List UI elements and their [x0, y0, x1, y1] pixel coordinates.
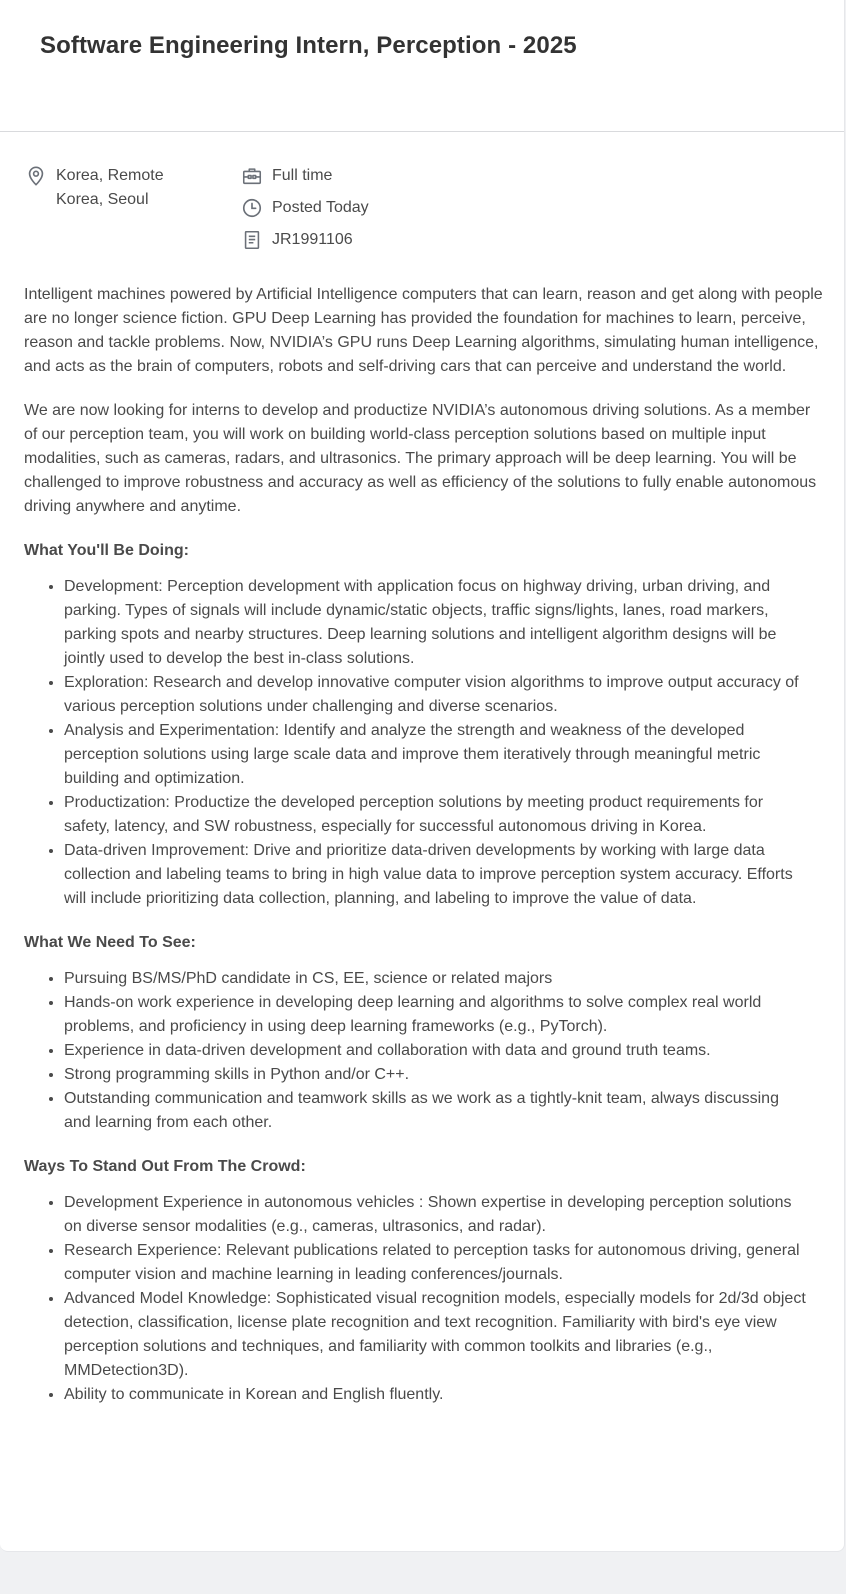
- list-item: • Productization: Productize the developed perception solutions by meeting product requirements for safety, latency, and SW robustness, especially for successful autonomous driving in Korea.: [64, 791, 808, 839]
- list-item: • Strong programming skills in Python and/or C++.: [64, 1063, 808, 1087]
- list-item: • Pursuing BS/MS/PhD candidate in CS, EE, science or related majors: [64, 967, 808, 991]
- location-list: [56, 164, 164, 212]
- location-block: [24, 164, 164, 212]
- job-details-block: [240, 164, 369, 260]
- requirements-list: [24, 967, 808, 1135]
- section-heading: What We Need To See:: [24, 934, 196, 951]
- time-type: Full time: [272, 167, 333, 184]
- list-item: • Experience in data-driven development and collaboration with data and ground truth teams.: [64, 1039, 808, 1063]
- job-title: Software Engineering Intern, Perception - 2025: [40, 32, 577, 59]
- list-item: • Exploration: Research and develop innovative computer vision algorithms to improve output accuracy of various perception solutions under challenging and diverse scenarios.: [64, 671, 808, 719]
- location-item: Korea, Remote: [56, 167, 164, 184]
- location-pin-icon: [24, 164, 48, 188]
- posted-date: Posted Today: [272, 199, 369, 216]
- list-item: • Ability to communicate in Korean and English fluently.: [64, 1383, 808, 1407]
- list-item: • Outstanding communication and teamwork skills as we work as a tightly-knit team, always discussing and learning from each other.: [64, 1087, 808, 1135]
- time-type-row: [240, 164, 369, 196]
- section-heading: What You'll Be Doing:: [24, 542, 189, 559]
- stand-out-list: [24, 1191, 808, 1407]
- list-item: • Development Experience in autonomous vehicles : Shown expertise in developing perception solutions on diverse sensor modalities (e.g., cameras, ultrasonics, and radar).: [64, 1191, 808, 1239]
- posted-row: [240, 196, 369, 228]
- list-item: • Hands-on work experience in developing deep learning and algorithms to solve complex real world problems, and proficiency in using deep learning frameworks (e.g., PyTorch).: [64, 991, 808, 1039]
- job-description: [24, 283, 824, 1427]
- list-item: • Data-driven Improvement: Drive and prioritize data-driven developments by working with large data collection and labeling teams to bring in high value data to improve perception system accuracy. Efforts will include prioritizing data collection, planning, and labeling to improve the value of data.: [64, 839, 808, 911]
- job-header: [0, 0, 844, 132]
- responsibilities-list: [24, 575, 808, 911]
- list-item: • Advanced Model Knowledge: Sophisticated visual recognition models, especially models for 2d/3d object detection, classification, license plate recognition and text recognition. Familiarity with bird's eye view perception solutions and techniques, and familiarity with common toolkits and libraries (e.g., MMDetection3D).: [64, 1287, 808, 1383]
- intro-paragraph: Intelligent machines powered by Artificial Intelligence computers that can learn, reason and get along with people are no longer science fiction. GPU Deep Learning has provided the foundation for machines to learn, perceive, reason and tackle problems. Now, NVIDIA’s GPU runs Deep Learning algorithms, simulating human intelligence, and acts as the brain of computers, robots and self-driving cars that can perceive and understand the world.: [24, 286, 823, 375]
- briefcase-icon: [240, 164, 264, 188]
- intro-paragraph: We are now looking for interns to develop and productize NVIDIA’s autonomous driving solutions. As a member of our perception team, you will work on building world-class perception solutions based on multiple input modalities, such as cameras, radars, and ultrasonics. The primary approach will be deep learning. You will be challenged to improve robustness and accuracy as well as efficiency of the solutions to fully enable autonomous driving anywhere and anytime.: [24, 402, 817, 515]
- list-item: • Research Experience: Relevant publications related to perception tasks for autonomous driving, general computer vision and machine learning in leading conferences/journals.: [64, 1239, 808, 1287]
- section-heading: Ways To Stand Out From The Crowd:: [24, 1158, 306, 1175]
- job-meta: [24, 164, 824, 264]
- list-item: • Analysis and Experimentation: Identify and analyze the strength and weakness of the developed perception solutions using large scale data and improve them iteratively through meaningful metric building and optimization.: [64, 719, 808, 791]
- document-icon: [240, 228, 264, 252]
- requisition-id: JR1991106: [272, 231, 353, 248]
- req-id-row: [240, 228, 369, 260]
- list-item: • Development: Perception development with application focus on highway driving, urban driving, and parking. Types of signals will include dynamic/static objects, traffic signs/lights, lanes, road markers, parking spots and nearby structures. Deep learning solutions and intelligent algorithm designs will be jointly used to develop the best in-class solutions.: [64, 575, 808, 671]
- location-item: Korea, Seoul: [56, 191, 149, 208]
- clock-icon: [240, 196, 264, 220]
